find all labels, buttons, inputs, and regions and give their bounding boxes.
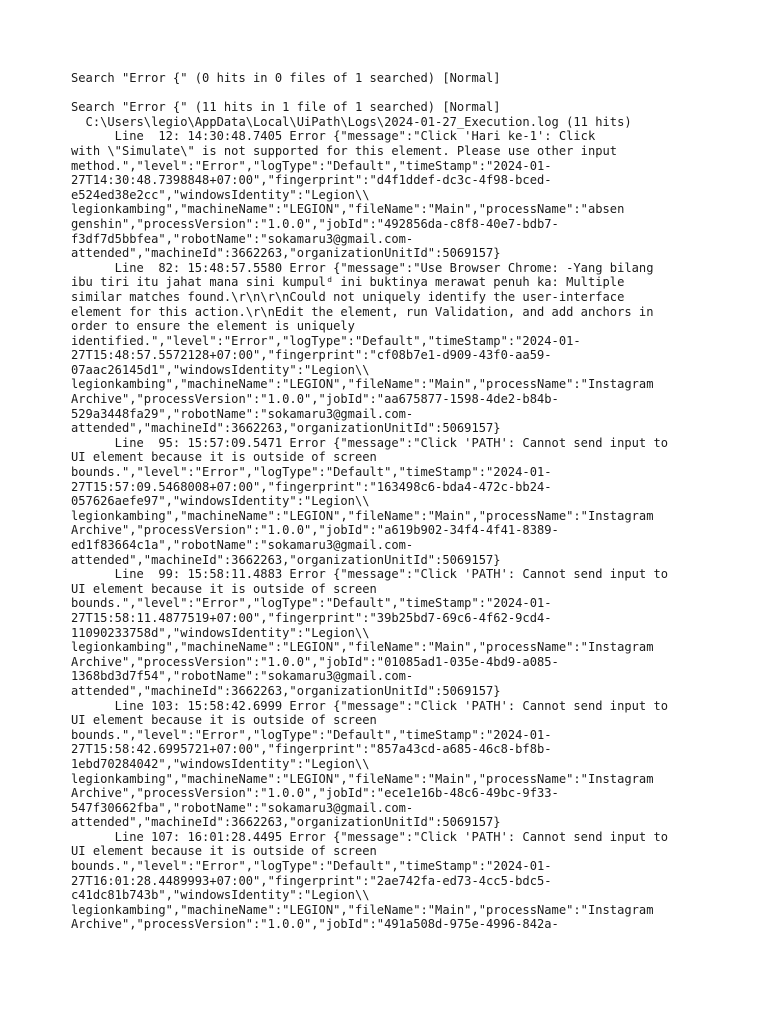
hit-line-text: attended","machineId":3662263,"organizationUnitId":5069157}: [71, 552, 501, 567]
hit-line-text: bounds.","level":"Error","logType":"Default","timeStamp":"2024-01-: [71, 465, 552, 480]
hit-line-text: ed1f83664c1a","robotName":"sokamaru3@gmail.com-: [71, 538, 414, 552]
hit-line-text: Archive","processVersion":"1.0.0","jobId":"ece1e16b-48c6-49bc-9f33-: [71, 786, 559, 801]
hit-line-text: 11090233758d","windowsIdentity":"Legion\\: [71, 625, 370, 640]
hit-line-text: attended","machineId":3662263,"organizationUnitId":5069157}: [71, 683, 501, 698]
hit-line-text: 27T16:01:28.4489993+07:00","fingerprint":"2ae742fa-ed73-4cc5-bdc5-: [71, 873, 552, 888]
hit-line-header: Line 99: 15:58:11.4883 Error {"message":"Click 'PATH': Cannot send input to: [71, 567, 669, 582]
hit-line-header: Line 107: 16:01:28.4495 Error {"message":"Click 'PATH': Cannot send input to: [71, 829, 669, 844]
hit-line-text: 1ebd70284042","windowsIdentity":"Legion\\: [71, 756, 370, 771]
hit-line-header: Line 82: 15:48:57.5580 Error {"message":"Use Browser Chrome: -Yang bilang: [71, 260, 654, 275]
hit-line-text: 27T15:57:09.5468008+07:00","fingerprint":"163498c6-bda4-472c-bb24-: [71, 479, 552, 494]
hit-line-header: Line 103: 15:58:42.6999 Error {"message":"Click 'PATH': Cannot send input to: [71, 698, 669, 713]
hit-line-text: UI element because it is outside of screen: [71, 581, 377, 596]
hit-line-text: bounds.","level":"Error","logType":"Default","timeStamp":"2024-01-: [71, 859, 552, 874]
hit-line-text: UI element because it is outside of screen: [71, 713, 377, 728]
hit-line-text: genshin","processVersion":"1.0.0","jobId":"492856da-c8f8-40e7-bdb7-: [71, 216, 559, 231]
hit-line-text: 07aac26145d1","windowsIdentity":"Legion\\: [71, 362, 370, 377]
hit-entry[interactable]: [71, 567, 711, 698]
hit-line-text: bounds.","level":"Error","logType":"Default","timeStamp":"2024-01-: [71, 727, 552, 742]
hits-list: [71, 129, 711, 932]
hit-line-text: order to ensure the element is uniquely: [71, 319, 355, 334]
hit-entry[interactable]: [71, 261, 711, 436]
file-path: C:\Users\legio\AppData\Local\UiPath\Logs\2024-01-27_Execution.log (11 hits): [71, 114, 632, 129]
hit-line-text: similar matches found.\r\n\r\nCould not uniquely identify the user-interface: [71, 289, 625, 304]
hit-line-text: ibu tiri itu jahat mana sini kumpulᵈ ini buktinya merawat penuh ka: Multiple: [71, 275, 625, 290]
search-header: Search "Error {" (11 hits in 1 file of 1 searched) [Normal]: [71, 100, 501, 115]
hit-line-text: c41dc81b743b","windowsIdentity":"Legion\\: [71, 888, 370, 903]
hit-line-text: identified.","level":"Error","logType":"Default","timeStamp":"2024-01-: [71, 333, 581, 348]
hit-line-text: legionkambing","machineName":"LEGION","fileName":"Main","processName":"Instagram: [71, 508, 654, 523]
search-header-empty: Search "Error {" (0 hits in 0 files of 1 searched) [Normal]: [71, 71, 501, 85]
hit-entry[interactable]: [71, 830, 711, 932]
hit-line-header: Line 95: 15:57:09.5471 Error {"message":"Click 'PATH': Cannot send input to: [71, 435, 669, 450]
hit-line-text: element for this action.\r\nEdit the element, run Validation, and add anchors in: [71, 304, 654, 319]
hit-line-text: UI element because it is outside of screen: [71, 450, 377, 465]
hit-line-text: legionkambing","machineName":"LEGION","fileName":"Main","processName":"Instagram: [71, 640, 654, 655]
hit-line-text: legionkambing","machineName":"LEGION","fileName":"Main","processName":"Instagram: [71, 771, 654, 786]
hit-line-text: 547f30662fba","robotName":"sokamaru3@gmail.com-: [71, 800, 414, 815]
hit-line-text: Archive","processVersion":"1.0.0","jobId":"01085ad1-035e-4bd9-a085-: [71, 654, 559, 669]
hit-line-text: 1368bd3d7f54","robotName":"sokamaru3@gmail.com-: [71, 669, 414, 684]
hit-line-text: attended","machineId":3662263,"organizationUnitId":5069157}: [71, 421, 501, 436]
hit-line-text: 27T14:30:48.7398848+07:00","fingerprint":"d4f1ddef-dc3c-4f98-bced-: [71, 173, 552, 188]
hit-line-text: Archive","processVersion":"1.0.0","jobId":"aa675877-1598-4de2-b84b-: [71, 392, 559, 407]
hit-line-text: 27T15:58:11.4877519+07:00","fingerprint":"39b25bd7-69c6-4f62-9cd4-: [71, 610, 552, 625]
hit-entry[interactable]: [71, 436, 711, 567]
hit-line-text: 27T15:48:57.5572128+07:00","fingerprint":"cf08b7e1-d909-43f0-aa59-: [71, 348, 552, 363]
hit-line-text: e524ed38e2cc","windowsIdentity":"Legion\\: [71, 187, 370, 202]
hit-entry[interactable]: [71, 129, 711, 260]
spacer: [71, 86, 711, 101]
hit-line-text: legionkambing","machineName":"LEGION","fileName":"Main","processName":"Instagram: [71, 902, 654, 917]
hit-line-text: Archive","processVersion":"1.0.0","jobId":"a619b902-34f4-4f41-8389-: [71, 523, 559, 538]
hit-line-text: f3df7d5bbfea","robotName":"sokamaru3@gmail.com-: [71, 231, 414, 246]
hit-line-text: attended","machineId":3662263,"organizationUnitId":5069157}: [71, 246, 501, 261]
hit-line-text: UI element because it is outside of screen: [71, 844, 377, 859]
hit-line-header: Line 12: 14:30:48.7405 Error {"message":"Click 'Hari ke-1': Click: [71, 129, 596, 144]
hit-line-text: 057626aefe97","windowsIdentity":"Legion\\: [71, 494, 370, 509]
hit-line-text: attended","machineId":3662263,"organizationUnitId":5069157}: [71, 815, 501, 830]
hit-line-text: 27T15:58:42.6995721+07:00","fingerprint":"857a43cd-a685-46c8-bf8b-: [71, 742, 552, 757]
search-results-document: [71, 71, 711, 932]
hit-line-text: 529a3448fa29","robotName":"sokamaru3@gmail.com-: [71, 406, 414, 421]
hit-line-text: method.","level":"Error","logType":"Default","timeStamp":"2024-01-: [71, 158, 552, 173]
hit-line-text: Archive","processVersion":"1.0.0","jobId":"491a508d-975e-4996-842a-: [71, 917, 559, 932]
hit-line-text: legionkambing","machineName":"LEGION","fileName":"Main","processName":"absen: [71, 202, 625, 217]
hit-line-text: legionkambing","machineName":"LEGION","fileName":"Main","processName":"Instagram: [71, 377, 654, 392]
hit-line-text: bounds.","level":"Error","logType":"Default","timeStamp":"2024-01-: [71, 596, 552, 611]
hit-entry[interactable]: [71, 699, 711, 830]
hit-line-text: with \"Simulate\" is not supported for this element. Please use other input: [71, 143, 618, 158]
